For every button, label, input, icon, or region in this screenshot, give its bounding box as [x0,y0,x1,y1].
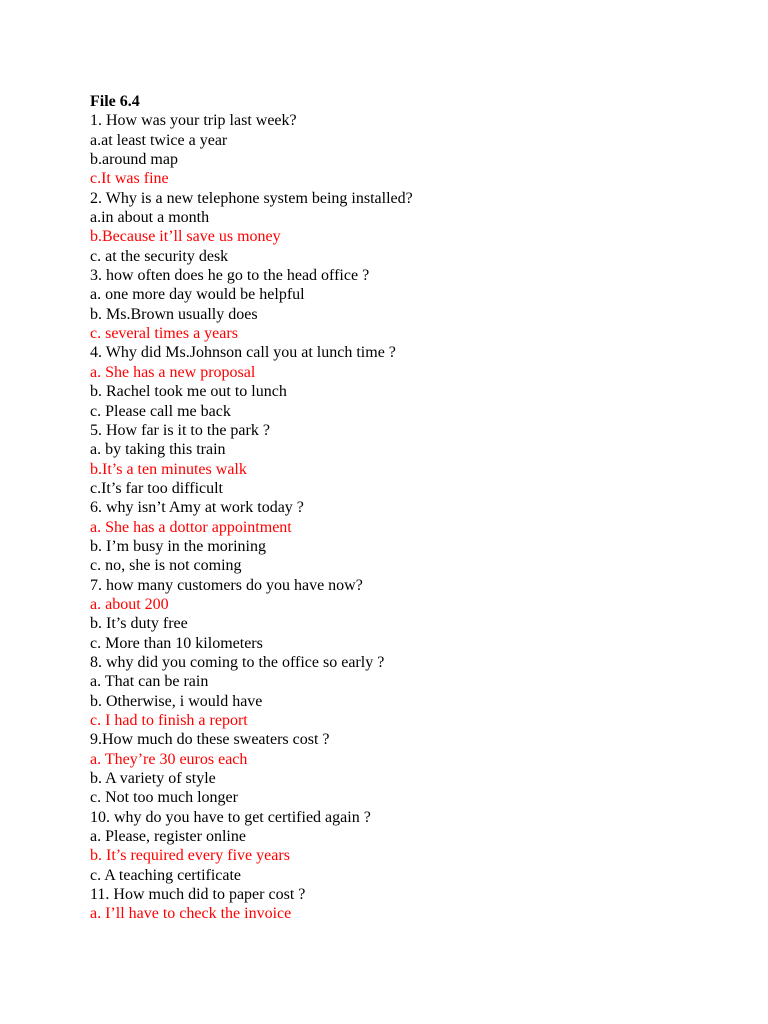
question-line: 4. Why did Ms.Johnson call you at lunch time ? [90,344,396,362]
option-line: c. A teaching certificate [90,866,242,884]
correct-answer-line: c. several times a years [90,325,238,343]
document-title: File 6.4 [90,93,140,110]
option-line: b. Otherwise, i would have [90,692,263,710]
correct-answer-line: a. about 200 [90,595,169,613]
option-line: b. Ms.Brown usually does [90,305,258,323]
option-line: a. one more day would be helpful [90,286,305,304]
option-line: c. Not too much longer [90,789,238,807]
correct-answer-line: b.It’s a ten minutes walk [90,460,247,478]
question-line: 1. How was your trip last week? [90,112,297,130]
correct-answer-line: c. I had to finish a report [90,712,248,729]
option-line: a.in about a month [90,209,210,227]
option-line: c. no, she is not coming [90,557,242,575]
question-list [90,111,730,923]
option-line: b. I’m busy in the morining [90,537,266,555]
option-line: a. Please, register online [90,828,246,846]
question-line: 7. how many customers do you have now? [90,576,363,594]
option-line: a. by taking this train [90,441,226,459]
correct-answer-line: a. She has a new proposal [90,363,256,381]
option-line: c. at the security desk [90,247,229,265]
correct-answer-line: a. She has a dottor appointment [90,518,292,536]
option-line: c. Please call me back [90,402,231,420]
option-line: c. More than 10 kilometers [90,634,263,652]
correct-answer-line: c.It was fine [90,170,169,188]
question-line: 10. why do you have to get certified again ? [90,808,371,826]
question-line: 5. How far is it to the park ? [90,421,270,439]
option-line: b.around map [90,151,178,169]
option-line: a.at least twice a year [90,131,228,149]
question-line: 9.How much do these sweaters cost ? [90,731,330,749]
question-line: 11. How much did to paper cost ? [90,886,306,904]
question-line: 6. why isn’t Amy at work today ? [90,499,304,517]
question-line: 2. Why is a new telephone system being installed? [90,189,413,207]
option-line: b. It’s duty free [90,615,188,633]
correct-answer-line: b.Because it’ll save us money [90,228,281,246]
document-page [90,92,730,924]
correct-answer-line: a. I’ll have to check the invoice [90,905,292,923]
option-line: c.It’s far too difficult [90,479,223,497]
question-line: 3. how often does he go to the head office ? [90,267,370,285]
option-line: b. A variety of style [90,770,216,788]
correct-answer-line: a. They’re 30 euros each [90,750,248,768]
option-line: b. Rachel took me out to lunch [90,383,287,401]
option-line: a. That can be rain [90,673,209,691]
correct-answer-line: b. It’s required every five years [90,847,290,865]
question-line: 8. why did you coming to the office so early ? [90,653,385,671]
